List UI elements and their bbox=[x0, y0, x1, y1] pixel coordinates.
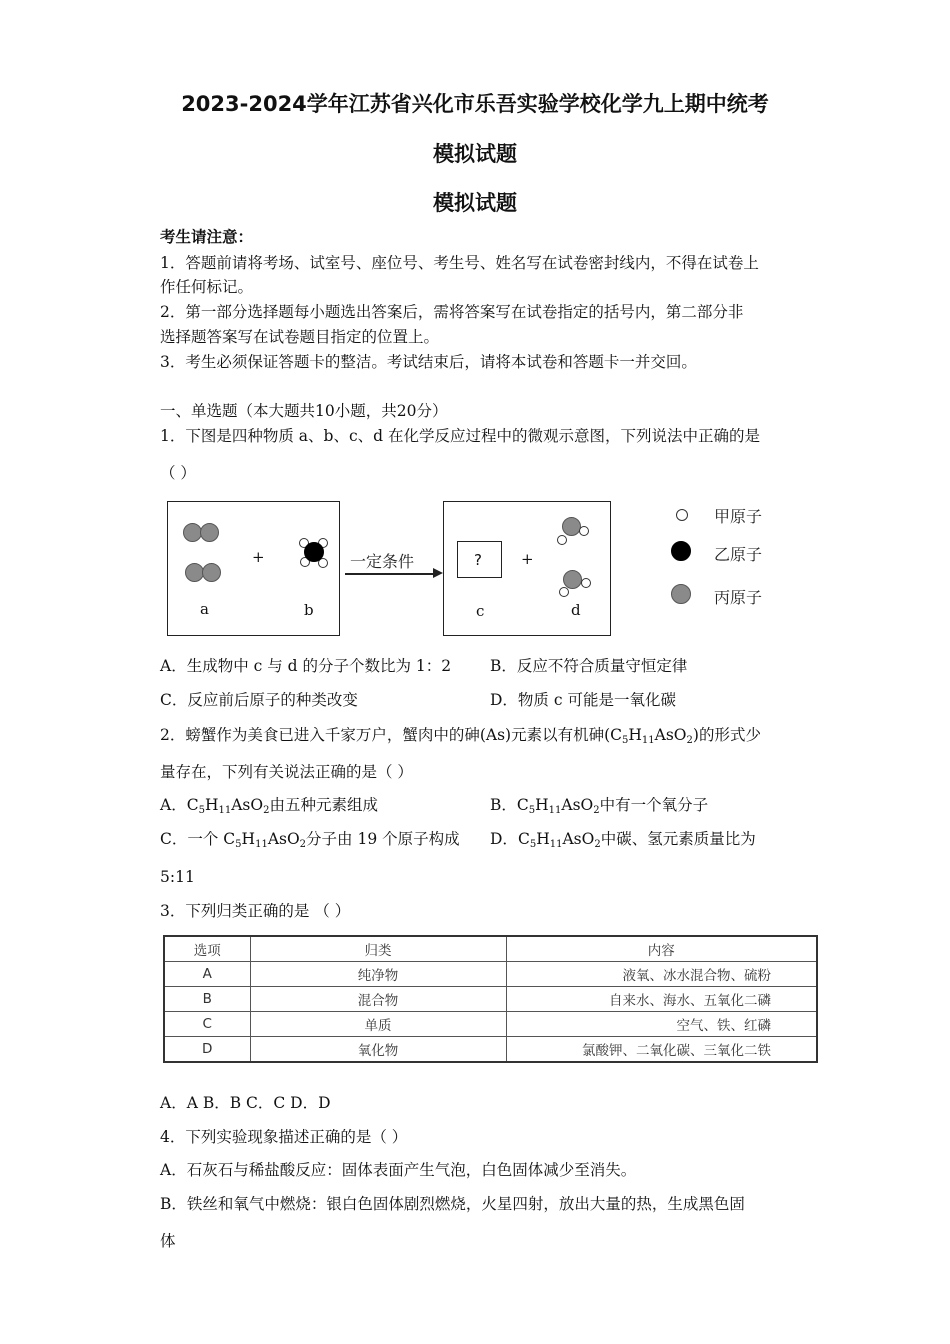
question-4-option-b-cont: 体 bbox=[160, 1232, 176, 1250]
question-4-option-a[interactable]: A．石灰石与稀盐酸反应：固体表面产生气泡，白色固体减少至消失。 bbox=[160, 1161, 637, 1179]
reaction-condition: 一定条件 bbox=[350, 552, 415, 571]
arrow-head-icon bbox=[433, 568, 443, 578]
table-cell: 纯净物 bbox=[250, 962, 506, 987]
molecule-d-atom bbox=[559, 587, 569, 597]
question-2-option-d-cont: 5:11 bbox=[160, 868, 195, 886]
question-1-option-a[interactable]: A．生成物中 c 与 d 的分子个数比为 1：2 bbox=[160, 657, 452, 675]
table-cell: 液氧、冰水混合物、硫粉 bbox=[506, 962, 817, 987]
question-3-options[interactable]: A．A B．B C．C D．D bbox=[160, 1094, 331, 1112]
question-1-option-b[interactable]: B．反应不符合质量守恒定律 bbox=[490, 657, 688, 675]
page-subtitle-repeat: 模拟试题 bbox=[433, 191, 517, 215]
question-2-option-b[interactable]: B．$C_5H_{11}AsO_2$中有一个氧分子 bbox=[490, 796, 709, 816]
label-c: c bbox=[476, 602, 485, 620]
question-4-stem: 4．下列实验现象描述正确的是（ ） bbox=[160, 1128, 408, 1146]
plus-sign: + bbox=[252, 548, 265, 566]
table-header: 内容 bbox=[506, 936, 817, 962]
notice-heading: 考生请注意： bbox=[160, 227, 254, 246]
table-row bbox=[164, 962, 817, 987]
table-cell: 氯酸钾、二氧化碳、三氧化二铁 bbox=[506, 1037, 817, 1063]
question-3-stem: 3．下列归类正确的是 （ ） bbox=[160, 902, 351, 920]
table-cell: D bbox=[164, 1037, 250, 1063]
legend-atom-jia bbox=[676, 509, 688, 521]
notice-line: 3．考生必须保证答题卡的整洁。考试结束后，请将本试卷和答题卡一并交回。 bbox=[160, 353, 697, 371]
molecule-b-atom bbox=[304, 542, 324, 562]
question-2-stem-cont: 量存在，下列有关说法正确的是（ ） bbox=[160, 763, 413, 781]
plus-sign: + bbox=[521, 550, 534, 568]
page-subtitle: 模拟试题 bbox=[433, 142, 517, 166]
molecule-d-atom bbox=[557, 535, 567, 545]
table-cell: A bbox=[164, 962, 250, 987]
table-header: 归类 bbox=[250, 936, 506, 962]
question-1-stem: 1．下图是四种物质 a、b、c、d 在化学反应过程中的微观示意图，下列说法中正确的是 bbox=[160, 427, 760, 445]
table-cell: 混合物 bbox=[250, 987, 506, 1012]
legend-label: 甲原子 bbox=[714, 507, 763, 526]
question-2-option-a[interactable]: A．$C_5H_{11}AsO_2$由五种元素组成 bbox=[160, 796, 378, 816]
table-header-row bbox=[164, 936, 817, 962]
legend-label: 乙原子 bbox=[714, 545, 763, 564]
question-1-option-d[interactable]: D．物质 c 可能是一氧化碳 bbox=[490, 691, 676, 709]
notice-line: 作任何标记。 bbox=[160, 278, 254, 296]
molecule-d-atom bbox=[563, 570, 582, 589]
question-2-stem: 2．螃蟹作为美食已进入千家万户，蟹肉中的砷(As)元素以有机砷$(C_5H_{11}AsO_2)$的形式少 bbox=[160, 726, 761, 746]
question-4-option-b[interactable]: B．铁丝和氧气中燃烧：银白色固体剧烈燃烧，火星四射，放出大量的热，生成黑色固 bbox=[160, 1195, 745, 1213]
label-a: a bbox=[200, 600, 209, 618]
notice-line: 1．答题前请将考场、试室号、座位号、考生号、姓名写在试卷密封线内，不得在试卷上 bbox=[160, 254, 759, 272]
molecule-d-atom bbox=[562, 517, 581, 536]
molecule-d-atom bbox=[579, 526, 589, 536]
question-2-option-d[interactable]: D．$C_5H_{11}AsO_2$中碳、氢元素质量比为 bbox=[490, 830, 756, 850]
table-cell: 氧化物 bbox=[250, 1037, 506, 1063]
unknown-mark: ? bbox=[474, 551, 482, 569]
table-row bbox=[164, 987, 817, 1012]
question-1-option-c[interactable]: C．反应前后原子的种类改变 bbox=[160, 691, 358, 709]
label-b: b bbox=[304, 601, 314, 619]
molecule-d-atom bbox=[581, 578, 591, 588]
label-d: d bbox=[571, 601, 581, 619]
classification-table bbox=[163, 935, 818, 1063]
question-2-option-c[interactable]: C．一个 $C_5H_{11}AsO_2$分子由 19 个原子构成 bbox=[160, 830, 460, 850]
table-cell: 单质 bbox=[250, 1012, 506, 1037]
legend-label: 丙原子 bbox=[714, 588, 763, 607]
notice-line: 选择题答案写在试卷题目指定的位置上。 bbox=[160, 328, 440, 346]
arrow-line bbox=[345, 573, 435, 575]
table-cell: 自来水、海水、五氧化二磷 bbox=[506, 987, 817, 1012]
table-cell: C bbox=[164, 1012, 250, 1037]
molecule-a-atom bbox=[202, 563, 221, 582]
molecule-a-atom bbox=[200, 523, 219, 542]
section-heading: 一、单选题（本大题共10小题，共20分） bbox=[160, 402, 448, 420]
question-1-blank: （ ） bbox=[160, 464, 196, 482]
table-cell: 空气、铁、红磷 bbox=[506, 1012, 817, 1037]
table-row bbox=[164, 1037, 817, 1063]
table-row bbox=[164, 1012, 817, 1037]
legend-atom-yi bbox=[671, 541, 691, 561]
table-cell: B bbox=[164, 987, 250, 1012]
page-title: 2023-2024学年江苏省兴化市乐吾实验学校化学九上期中统考 bbox=[181, 92, 769, 116]
notice-line: 2．第一部分选择题每小题选出答案后，需将答案写在试卷指定的括号内，第二部分非 bbox=[160, 303, 744, 321]
table-header: 选项 bbox=[164, 936, 250, 962]
legend-atom-bing bbox=[671, 584, 691, 604]
